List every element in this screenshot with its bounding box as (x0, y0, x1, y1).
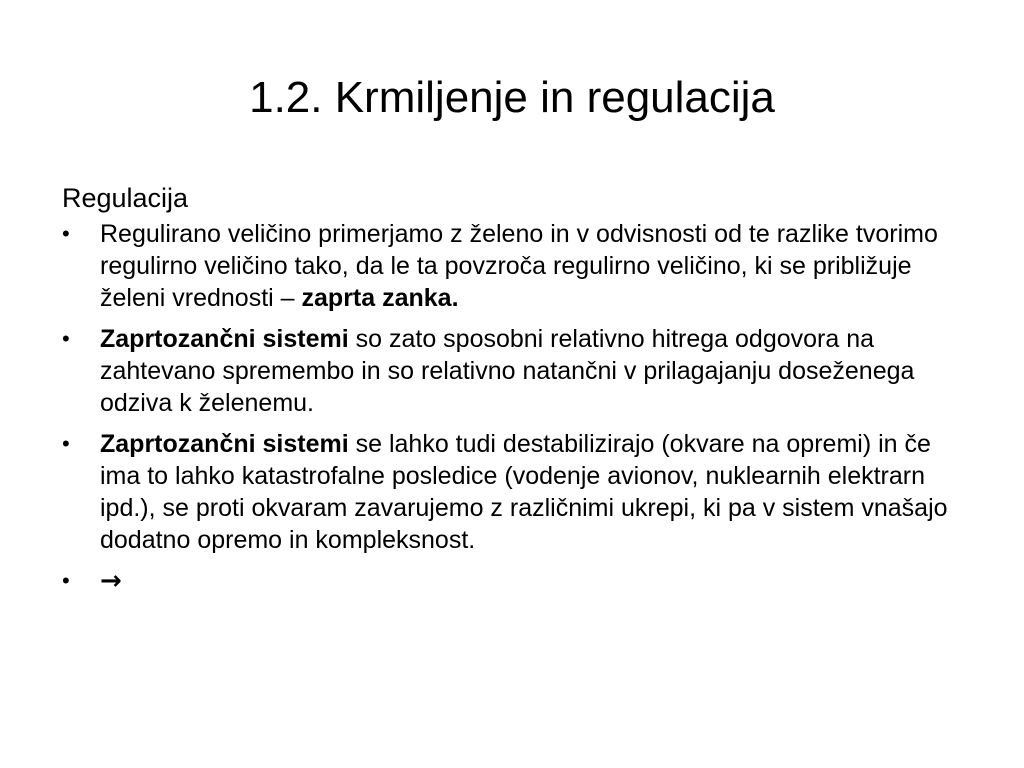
arrow-right-icon: → (100, 566, 122, 596)
bullet-item (62, 565, 972, 597)
bullet-item (62, 218, 972, 314)
bullet-bold-text: zaprta zanka. (301, 284, 459, 312)
bullet-marker: • (62, 326, 70, 351)
bullet-bold-text: Zaprtozančni sistemi (100, 325, 349, 353)
slide-title: 1.2. Krmiljenje in regulacija (249, 73, 775, 122)
bullet-text: so zato sposobni relativno hitrega odgovora na zahtevano spremembo in so relativno natančni v prilagajanju doseženega odziva k želenemu. (100, 325, 915, 417)
bullet-text: se lahko tudi destabilizirajo (okvare na opremi) in če ima to lahko katastrofalne posledice (vodenje avionov, nuklearnih elektrarn ipd.), se proti okvaram zavarujemo z različnimi ukrepi, ki pa v sistem vnašajo dodatno opremo in kompleksnost. (100, 430, 948, 554)
bullet-marker: • (62, 221, 70, 246)
bullet-marker: • (62, 568, 70, 593)
bullet-text: Regulirano veličino primerjamo z želeno in v odvisnosti od te razlike tvorimo regulirno veličino tako, da le ta povzroča regulirno veličino, ki se približuje želeni vrednosti – (100, 220, 938, 312)
bullet-bold-text: Zaprtozančni sistemi (100, 430, 349, 458)
bullet-item (62, 323, 972, 419)
section-heading: Regulacija (62, 183, 189, 213)
slide-content (62, 180, 972, 606)
bullet-item (62, 428, 972, 556)
bullet-marker: • (62, 431, 70, 456)
bullet-list (62, 218, 972, 597)
